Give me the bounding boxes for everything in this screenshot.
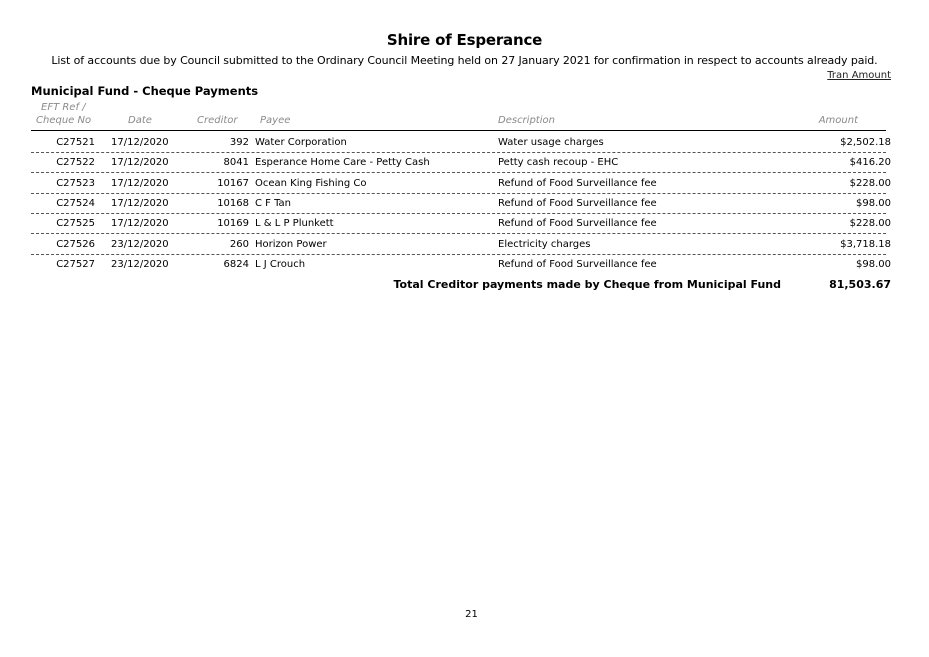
table-row bbox=[0, 194, 929, 214]
payment-description: Refund of Food Surveillance fee bbox=[498, 178, 657, 189]
table-row bbox=[0, 255, 929, 275]
payment-description: Petty cash recoup - EHC bbox=[498, 157, 619, 168]
header-description: Description bbox=[498, 115, 555, 126]
payment-amount: $416.20 bbox=[849, 157, 891, 168]
payment-amount: $228.00 bbox=[849, 178, 891, 189]
cheque-number: C27522 bbox=[56, 157, 95, 168]
payment-date: 17/12/2020 bbox=[111, 178, 169, 189]
cheque-number: C27527 bbox=[56, 259, 95, 270]
cheque-number: C27525 bbox=[56, 218, 95, 229]
row-divider bbox=[31, 172, 886, 173]
payment-amount: $2,502.18 bbox=[840, 137, 891, 148]
total-value: 81,503.67 bbox=[829, 278, 891, 291]
section-title: Municipal Fund - Cheque Payments bbox=[31, 84, 259, 98]
header-creditor: Creditor bbox=[197, 115, 238, 126]
payee-name: C F Tan bbox=[255, 198, 292, 209]
header-payee: Payee bbox=[260, 115, 291, 126]
payment-amount: $98.00 bbox=[856, 259, 891, 270]
payment-description: Refund of Food Surveillance fee bbox=[498, 218, 657, 229]
creditor-id: 8041 bbox=[223, 157, 249, 168]
cheque-number: C27524 bbox=[56, 198, 95, 209]
payment-date: 17/12/2020 bbox=[111, 137, 169, 148]
header-divider bbox=[31, 130, 886, 131]
creditor-id: 260 bbox=[229, 239, 249, 250]
header-ref-line1: EFT Ref / bbox=[41, 102, 86, 113]
payee-name: Esperance Home Care - Petty Cash bbox=[255, 157, 430, 168]
document-subtitle: List of accounts due by Council submitted to the Ordinary Council Meeting held on 27 January 2021 for confirmation in respect to accounts already paid. bbox=[51, 54, 878, 67]
creditor-id: 392 bbox=[229, 137, 249, 148]
header-date: Date bbox=[128, 115, 152, 126]
table-row bbox=[0, 235, 929, 255]
table-row bbox=[0, 133, 929, 153]
payment-amount: $98.00 bbox=[856, 198, 891, 209]
payment-description: Water usage charges bbox=[498, 137, 604, 148]
document-title: Shire of Esperance bbox=[386, 31, 543, 49]
payment-date: 17/12/2020 bbox=[111, 218, 169, 229]
row-divider bbox=[31, 233, 886, 234]
cheque-number: C27526 bbox=[56, 239, 95, 250]
payment-description: Refund of Food Surveillance fee bbox=[498, 259, 657, 270]
payee-name: Horizon Power bbox=[255, 239, 327, 250]
header-cheque-no: Cheque No bbox=[36, 115, 92, 126]
creditor-id: 10168 bbox=[217, 198, 249, 209]
creditor-id: 10169 bbox=[217, 218, 249, 229]
payment-description: Electricity charges bbox=[498, 239, 591, 250]
payment-date: 17/12/2020 bbox=[111, 157, 169, 168]
creditor-id: 10167 bbox=[217, 178, 249, 189]
payment-description: Refund of Food Surveillance fee bbox=[498, 198, 657, 209]
creditor-id: 6824 bbox=[223, 259, 249, 270]
header-amount: Amount bbox=[818, 115, 858, 126]
cheque-number: C27521 bbox=[56, 137, 95, 148]
payment-date: 23/12/2020 bbox=[111, 239, 169, 250]
table-row bbox=[0, 153, 929, 173]
payee-name: Ocean King Fishing Co bbox=[255, 178, 367, 189]
cheque-number: C27523 bbox=[56, 178, 95, 189]
total-label: Total Creditor payments made by Cheque from Municipal Fund bbox=[393, 278, 781, 291]
payment-date: 17/12/2020 bbox=[111, 198, 169, 209]
payee-name: L & L P Plunkett bbox=[255, 218, 334, 229]
payee-name: Water Corporation bbox=[255, 137, 347, 148]
payment-amount: $228.00 bbox=[849, 218, 891, 229]
page-number: 21 bbox=[465, 609, 478, 620]
payee-name: L J Crouch bbox=[255, 259, 306, 270]
payment-date: 23/12/2020 bbox=[111, 259, 169, 270]
tran-amount-label: Tran Amount bbox=[827, 70, 891, 81]
table-row bbox=[0, 174, 929, 194]
payment-amount: $3,718.18 bbox=[840, 239, 891, 250]
table-row bbox=[0, 214, 929, 234]
